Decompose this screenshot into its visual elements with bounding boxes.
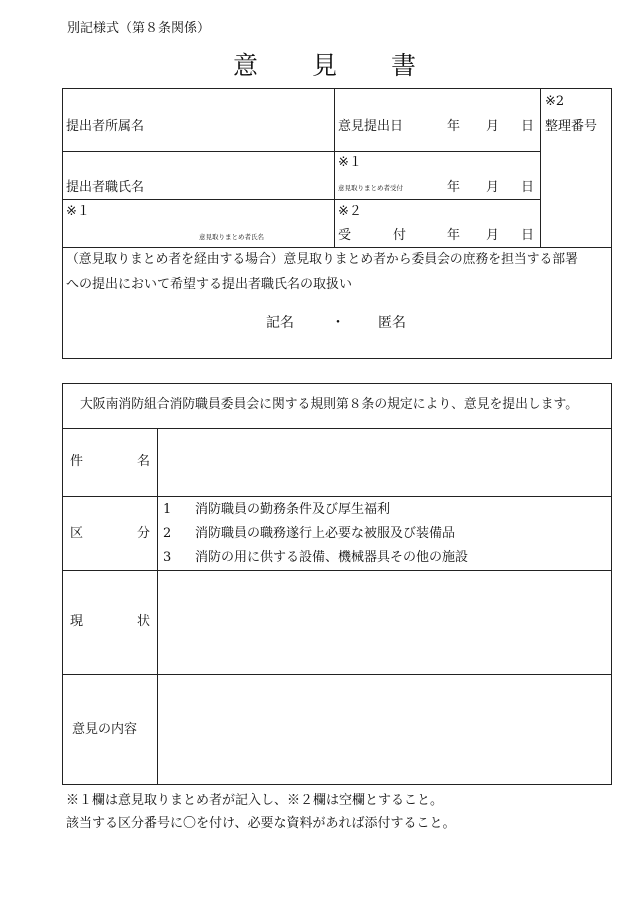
subject-label-char1: 件 (70, 454, 84, 469)
title-char-2: 見 (312, 51, 338, 80)
submission-month: 月 (486, 119, 500, 134)
receipt-month: 月 (486, 180, 500, 195)
appendix-label: 別記様式（第８条関係） (67, 21, 211, 36)
category-text: 消防の用に供する設備、機械器具その他の施設 (195, 550, 469, 565)
submission-date-label: 意見提出日 (338, 119, 404, 134)
category-text: 消防職員の勤務条件及び厚生福利 (195, 502, 391, 517)
footer-note-1: ※１欄は意見取りまとめ者が記入し、※２欄は空欄とすること。 (66, 793, 444, 808)
category-number[interactable]: 2 (163, 526, 172, 541)
reference-number-label: 整理番号 (545, 119, 598, 134)
coordinator-name-label: 意見取りまとめ者氏名 (199, 233, 264, 241)
receipt-char-1: 受 (338, 228, 352, 243)
office-receipt-day: 日 (521, 228, 535, 243)
current-status-char2: 状 (137, 614, 151, 629)
mark1-coordinator: ※１ (66, 204, 90, 219)
category-number[interactable]: 1 (163, 502, 172, 517)
coordinator-receipt-label: 意見取りまとめ者受付 (338, 184, 403, 192)
option-named[interactable]: 記名 (266, 315, 294, 331)
receipt-year: 年 (447, 180, 461, 195)
opinion-content-field[interactable] (158, 675, 611, 784)
category-number[interactable]: 3 (163, 550, 172, 565)
affiliation-label: 提出者所属名 (66, 119, 145, 134)
subject-field[interactable] (158, 429, 611, 496)
option-anonymous[interactable]: 匿名 (378, 315, 406, 331)
office-receipt-year: 年 (447, 228, 461, 243)
submitter-name-label: 提出者職氏名 (66, 180, 145, 195)
submission-year: 年 (447, 119, 461, 134)
opinion-content-label: 意見の内容 (72, 722, 138, 737)
footer-note-2: 該当する区分番号に〇を付け、必要な資料があれば添付すること。 (66, 816, 456, 831)
category-text: 消防職員の職務遂行上必要な被服及び装備品 (195, 526, 456, 541)
subject-label-char2: 名 (137, 454, 151, 469)
submission-statement: 大阪南消防組合消防職員委員会に関する規則第８条の規定により、意見を提出します。 (80, 397, 579, 412)
submission-day: 日 (521, 119, 535, 134)
title-char-3: 書 (391, 51, 417, 80)
handling-instruction-line2: への提出において希望する提出者職氏名の取扱い (66, 277, 353, 292)
current-status-char1: 現 (70, 614, 84, 629)
category-label-char2: 分 (137, 526, 151, 541)
receipt-day: 日 (521, 180, 535, 195)
mark1-receipt: ※１ (338, 155, 362, 170)
mark2-reference: ※2 (545, 94, 565, 109)
title-char-1: 意 (233, 51, 259, 80)
category-label-char1: 区 (70, 526, 84, 541)
mark2-receipt: ※２ (338, 204, 362, 219)
option-separator: ・ (331, 315, 345, 331)
office-receipt-month: 月 (486, 228, 500, 243)
receipt-char-2: 付 (393, 228, 407, 243)
handling-instruction-line1: （意見取りまとめ者を経由する場合）意見取りまとめ者から委員会の庶務を担当する部署 (66, 252, 578, 267)
current-status-field[interactable] (158, 571, 611, 674)
